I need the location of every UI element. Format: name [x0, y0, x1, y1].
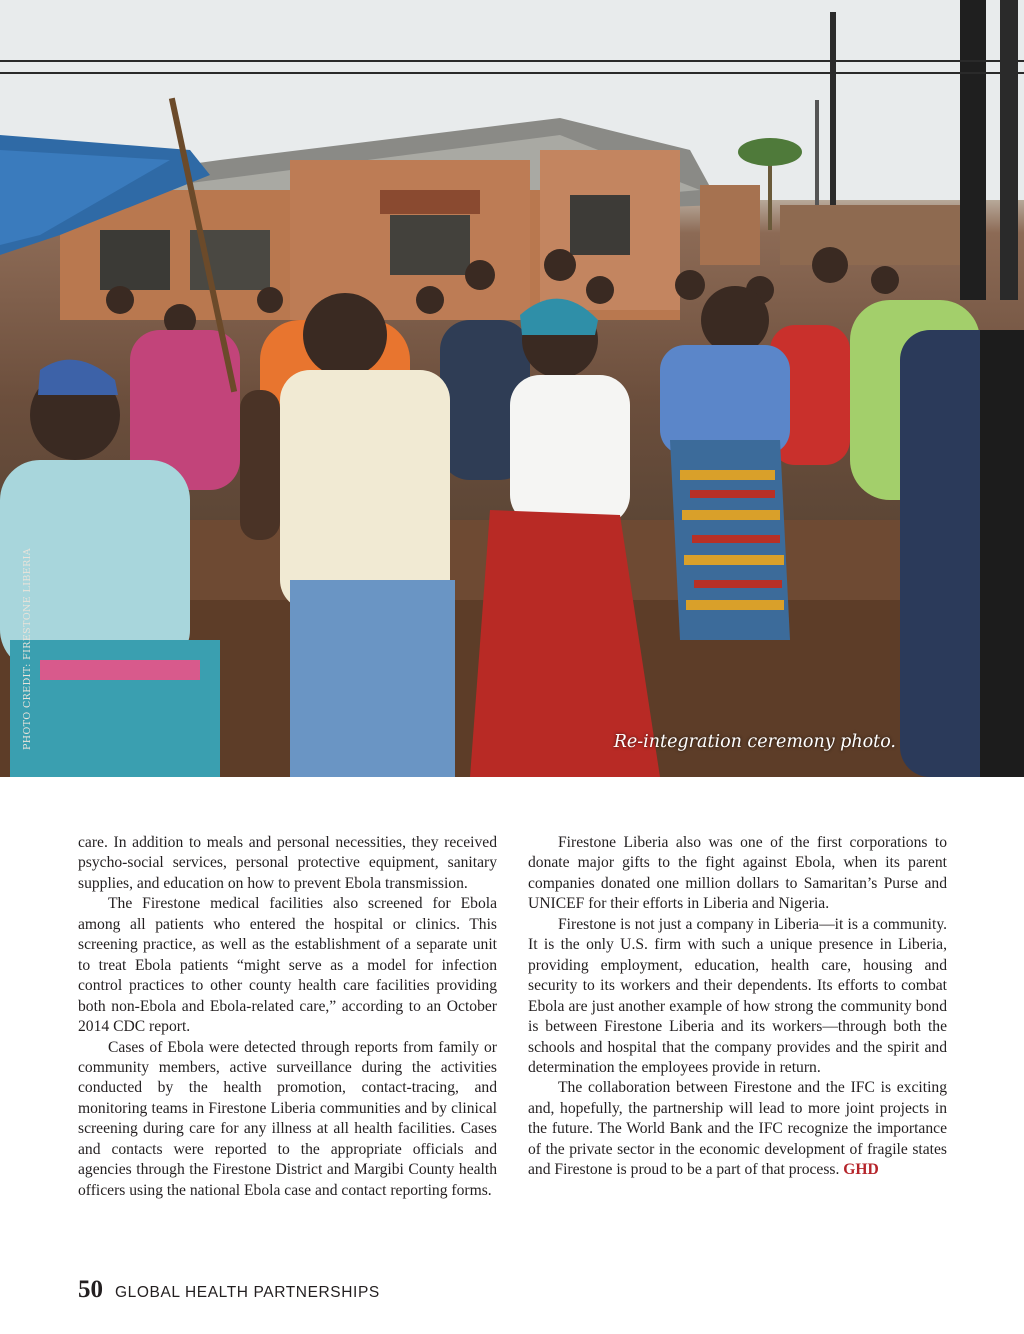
- paragraph: care. In addition to meals and personal necessities, they received psycho-social services, personal protective equipment, sanitary supplies, and education on how to prevent Ebola transmission.: [78, 834, 497, 892]
- paragraph-final: [528, 1078, 947, 1180]
- page-footer: [78, 1276, 380, 1304]
- article-column-right: [528, 833, 947, 1181]
- signoff: GHD: [843, 1161, 879, 1179]
- article-column-left: [78, 833, 497, 1201]
- photo-caption: Re-integration ceremony photo.: [613, 732, 896, 752]
- paragraph-text: The collaboration between Firestone and the IFC is exciting and, hopefully, the partnership will lead to more joint projects in the future. The World Bank and the IFC recognize the importance of the private sector in the economic development of fragile states and Firestone is proud to be a part of that process.: [528, 1079, 947, 1179]
- paragraph: The Firestone medical facilities also screened for Ebola among all patients who entered the hospital or clinics. This screening practice, as well as the establishment of a separate unit to treat Ebola patients “might serve as a model for infection control practices to other county health care facilities providing both non-Ebola and Ebola-related care,” according to an October 2014 CDC report.: [78, 895, 497, 1036]
- paragraph: Firestone is not just a company in Liberia—it is a community. It is the only U.S. firm with such a unique presence in Liberia, providing employment, education, health care, housing and security to its workers and their dependents. Its efforts to combat Ebola are just another example of how strong the community bond is between Firestone Liberia and its workers—through both the schools and hospital that the company provides and the spirit and determination the employees provide in return.: [528, 915, 947, 1076]
- publication-name: GLOBAL HEALTH PARTNERSHIPS: [115, 1284, 380, 1301]
- paragraph: Firestone Liberia also was one of the first corporations to donate major gifts to the fight against Ebola, when its parent companies donated one million dollars to Samaritan’s Purse and UNICEF for their efforts in Liberia and Nigeria.: [528, 834, 947, 913]
- paragraph: Cases of Ebola were detected through reports from family or community members, active surveillance during the activities conducted by the health promotion, contact-tracing, and monitoring teams in Firestone Liberia communities and by clinical screening during care for any illness at all health facilities. Cases and contacts were reported to the appropriate officials and agencies through the Firestone District and Margibi County health officers using the national Ebola case and contact reporting forms.: [78, 1038, 497, 1199]
- page-number: 50: [78, 1276, 103, 1303]
- photo-credit: PHOTO CREDIT: FIRESTONE LIBERIA: [22, 547, 33, 750]
- header-rule: [0, 60, 1024, 74]
